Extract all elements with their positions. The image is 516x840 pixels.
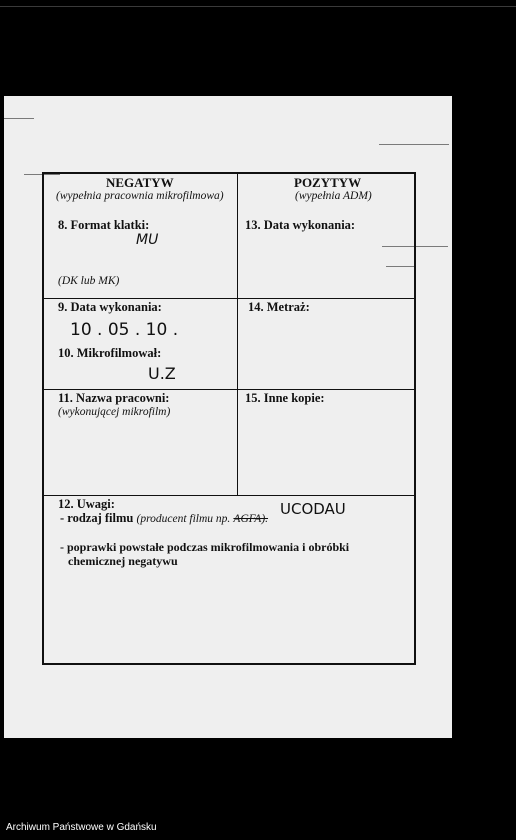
uwagi-label: 12. Uwagi: [58, 497, 115, 511]
negatyw-title: NEGATYW [106, 175, 174, 190]
scratch-mark [4, 118, 34, 119]
scratch-mark [379, 144, 449, 145]
rodzaj-hint: (producent filmu np. [136, 513, 231, 525]
rodzaj-label: - rodzaj filmu [60, 511, 134, 525]
pozytyw-title: POZYTYW [294, 175, 362, 190]
nazwa-pracowni-hint: (wykonującej mikrofilm) [58, 406, 171, 418]
rodzaj-example: AGFA). [233, 513, 269, 525]
rodzaj-filmu-line [60, 511, 268, 526]
row-divider [44, 298, 416, 299]
data9-value: 10 . 05 . 10 . [70, 320, 179, 340]
row-divider [44, 495, 416, 496]
inne-kopie-label: 15. Inne kopie: [245, 391, 325, 405]
rodzaj-value: UCODAU [280, 500, 346, 518]
metraz-label: 14. Metraż: [248, 300, 310, 314]
row-divider [44, 389, 416, 390]
mikrofilmowal-value: U.Z [148, 364, 176, 383]
poprawki-line-2: chemicznej negatywu [68, 554, 178, 568]
poprawki-line-1: - poprawki powstałe podczas mikrofilmowania i obróbki [60, 540, 350, 554]
column-divider [237, 174, 238, 496]
archive-footer: Archiwum Państwowe w Gdańsku [6, 822, 157, 833]
data-wykonania-label: 13. Data wykonania: [245, 218, 356, 232]
microfilm-form [42, 172, 416, 665]
negatyw-subtitle: (wypełnia pracownia mikrofilmowa) [56, 190, 224, 202]
top-border-line [0, 6, 516, 7]
format-value: MU [136, 232, 159, 248]
format-hint: (DK lub MK) [58, 275, 120, 287]
pozytyw-subtitle: (wypełnia ADM) [295, 190, 372, 202]
format-label: 8. Format klatki: [58, 218, 150, 232]
nazwa-pracowni-label: 11. Nazwa pracowni: [58, 391, 170, 405]
data9-label: 9. Data wykonania: [58, 300, 162, 314]
mikrofilmowal-label: 10. Mikrofilmował: [58, 346, 162, 360]
